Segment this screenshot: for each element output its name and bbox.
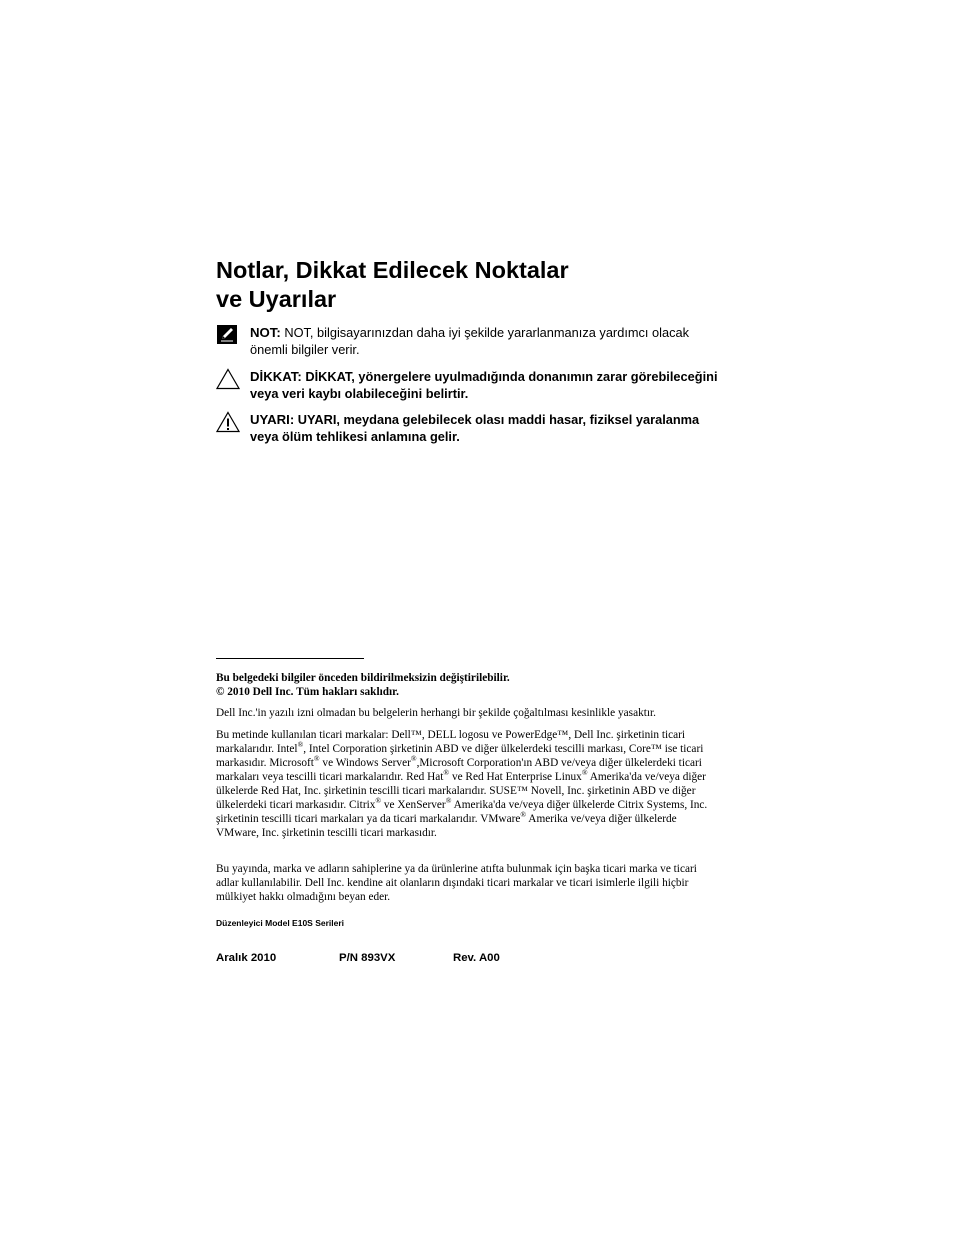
page-title	[216, 256, 736, 314]
trademark-notice: Bu metinde kullanılan ticari markalar: Dell™, DELL logosu ve PowerEdge™, Dell Inc. şirketinin ticari markalarıdır. Intel®, Intel Corporation şirketinin ABD ve diğer ülkelerdeki tescilli markası, Core™ ise ticari markasıdır. Microsoft® ve Windows Server®,Microsoft Corporation'ın ABD ve/veya diğer ülkelerdeki ticari markaları veya tescilli ticari markalarıdır. Red Hat® ve Red Hat Enterprise Linux® Amerika'da ve/veya diğer ülkelerde Red Hat, Inc. şirketinin tescilli ticari markalarıdır. SUSE™ Novell, Inc. şirketinin ABD ve diğer ülkelerdeki ticari markasıdır. Citrix® ve XenServer® Amerika'da ve/veya diğer ülkelerde Citrix Systems, Inc. şirketinin tescilli ticari markaları ya da ticari markalarıdır. VMware® Amerika ve/veya diğer ülkelerde VMware, Inc. şirketinin tescilli ticari markasıdır.	[216, 729, 708, 839]
warning-text: UYARI, meydana gelebilecek olası maddi hasar, fiziksel yaralanma veya ölüm tehlikesi anlamına gelir.	[250, 412, 700, 444]
caution-label: DİKKAT:	[250, 369, 302, 384]
note-text: NOT, bilgisayarınızdan daha iyi şekilde yararlanmanıza yardımcı olacak önemli bilgiler verir.	[250, 325, 690, 357]
warning-notice	[216, 411, 726, 445]
revision: Rev. A00	[453, 952, 500, 964]
note-notice	[216, 324, 726, 358]
note-label: NOT:	[250, 325, 281, 340]
section-divider	[216, 658, 364, 659]
page-title-line-2: ve Uyarılar	[216, 286, 337, 312]
regulatory-model: Düzenleyici Model E10S Serileri	[216, 918, 345, 928]
page-title-line-1: Notlar, Dikkat Edilecek Noktalar	[216, 257, 569, 283]
warning-label: UYARI:	[250, 412, 295, 427]
pencil-note-icon	[216, 324, 240, 346]
caution-text: DİKKAT, yönergelere uyulmadığında donanımın zarar görebileceğini veya veri kaybı olabileceğini belirtir.	[250, 369, 718, 401]
other-trademarks-notice: Bu yayında, marka ve adların sahiplerine ya da ürünlerine atıfta bulunmak için başka ticari marka ve ticari adlar kullanılabilir. Dell Inc. kendine ait olanların dışındaki ticari markalar ve ticari isimlerle ilgili hiçbir mülkiyet hakkı olmadığını beyan eder.	[216, 863, 697, 903]
publication-date: Aralık 2010	[216, 952, 277, 964]
copyright: © 2010 Dell Inc. Tüm hakları saklıdır.	[216, 686, 399, 698]
part-number: P/N 893VX	[339, 952, 396, 964]
reproduction-notice: Dell Inc.'in yazılı izni olmadan bu belgelerin herhangi bir şekilde çoğaltılması kesinlikle yasaktır.	[216, 707, 656, 719]
warning-triangle-icon	[216, 411, 240, 433]
caution-notice	[216, 368, 726, 402]
caution-triangle-icon	[216, 368, 240, 390]
change-notice: Bu belgedeki bilgiler önceden bildirilmeksizin değiştirilebilir.	[216, 672, 510, 684]
